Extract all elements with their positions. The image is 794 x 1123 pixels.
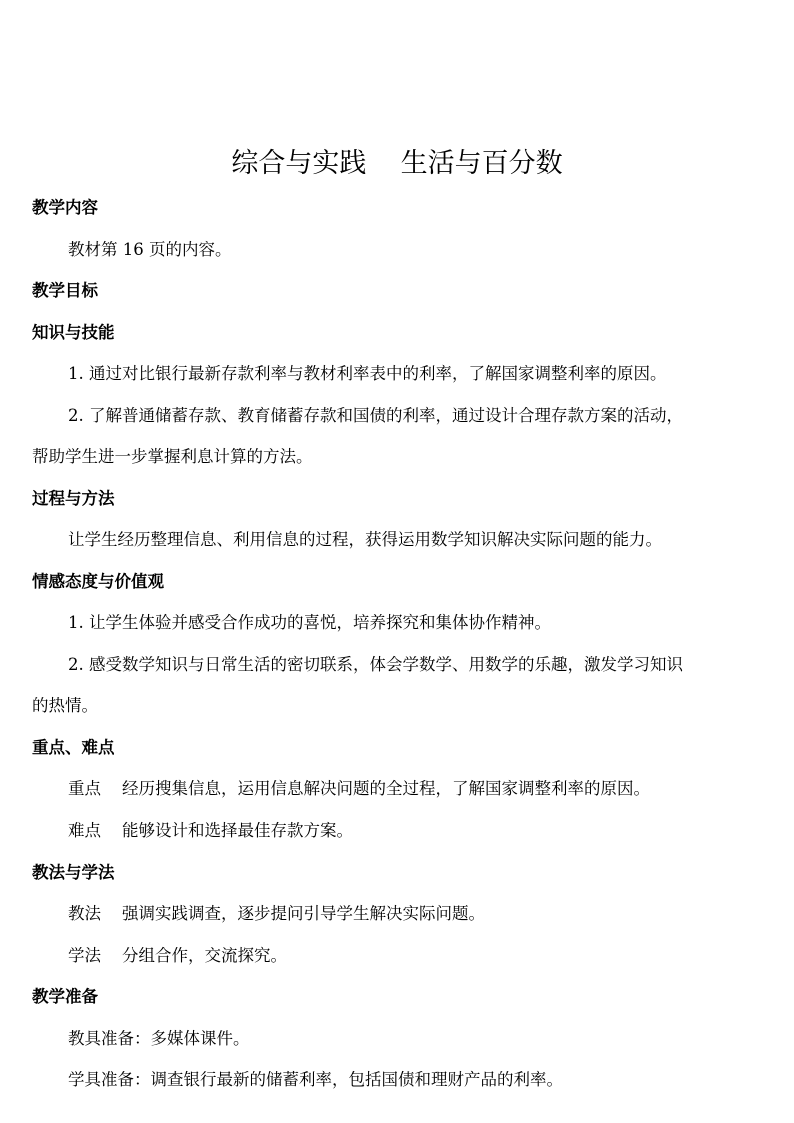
focus-label: 重点	[68, 779, 101, 798]
difficulty-label: 难点	[68, 821, 101, 840]
learn-method-label: 学法	[68, 946, 101, 965]
focus-row	[68, 777, 772, 801]
student-preparation: 学具准备：调查银行最新的储蓄利率，包括国债和理财产品的利率。	[68, 1070, 563, 1089]
knowledge-item-2-line-1: 2. 了解普通储蓄存款、教育储蓄存款和国债的利率，通过设计合理存款方案的活动，	[68, 406, 683, 425]
teach-method-text: 强调实践调查，逐步提问引导学生解决实际问题。	[121, 904, 485, 923]
emotion-item-1: 1. 让学生体验并感受合作成功的喜悦，培养探究和集体协作精神。	[68, 613, 551, 632]
process-text: 让学生经历整理信息、利用信息的过程，获得运用数学知识解决实际问题的能力。	[68, 530, 662, 549]
emotion-item-2-line-2: 的热情。	[32, 696, 98, 715]
heading-methods: 教法与学法	[32, 863, 115, 882]
heading-emotion-values: 情感态度与价值观	[32, 572, 164, 591]
heading-teaching-content: 教学内容	[32, 198, 98, 217]
teaching-content-text: 教材第 16 页的内容。	[68, 240, 232, 259]
heading-teaching-goals: 教学目标	[32, 281, 98, 300]
emotion-item-2-line-1: 2. 感受数学知识与日常生活的密切联系，体会学数学、用数学的乐趣，激发学习知识	[68, 655, 683, 674]
heading-process-methods: 过程与方法	[32, 489, 115, 508]
heading-key-points: 重点、难点	[32, 738, 115, 757]
difficulty-text: 能够设计和选择最佳存款方案。	[121, 821, 353, 840]
teach-method-label: 教法	[68, 904, 101, 923]
knowledge-item-2-line-2: 帮助学生进一步掌握利息计算的方法。	[32, 447, 313, 466]
learn-method-row	[68, 944, 772, 968]
page-title: 综合与实践 生活与百分数	[231, 148, 563, 179]
teach-method-row	[68, 902, 772, 926]
teacher-preparation: 教具准备：多媒体课件。	[68, 1029, 250, 1048]
difficulty-row	[68, 819, 772, 843]
knowledge-item-1: 1. 通过对比银行最新存款利率与教材利率表中的利率，了解国家调整利率的原因。	[68, 364, 667, 383]
focus-text: 经历搜集信息，运用信息解决问题的全过程，了解国家调整利率的原因。	[121, 779, 650, 798]
heading-preparation: 教学准备	[32, 987, 98, 1006]
heading-knowledge-skills: 知识与技能	[32, 323, 115, 342]
learn-method-text: 分组合作，交流探究。	[121, 946, 287, 965]
